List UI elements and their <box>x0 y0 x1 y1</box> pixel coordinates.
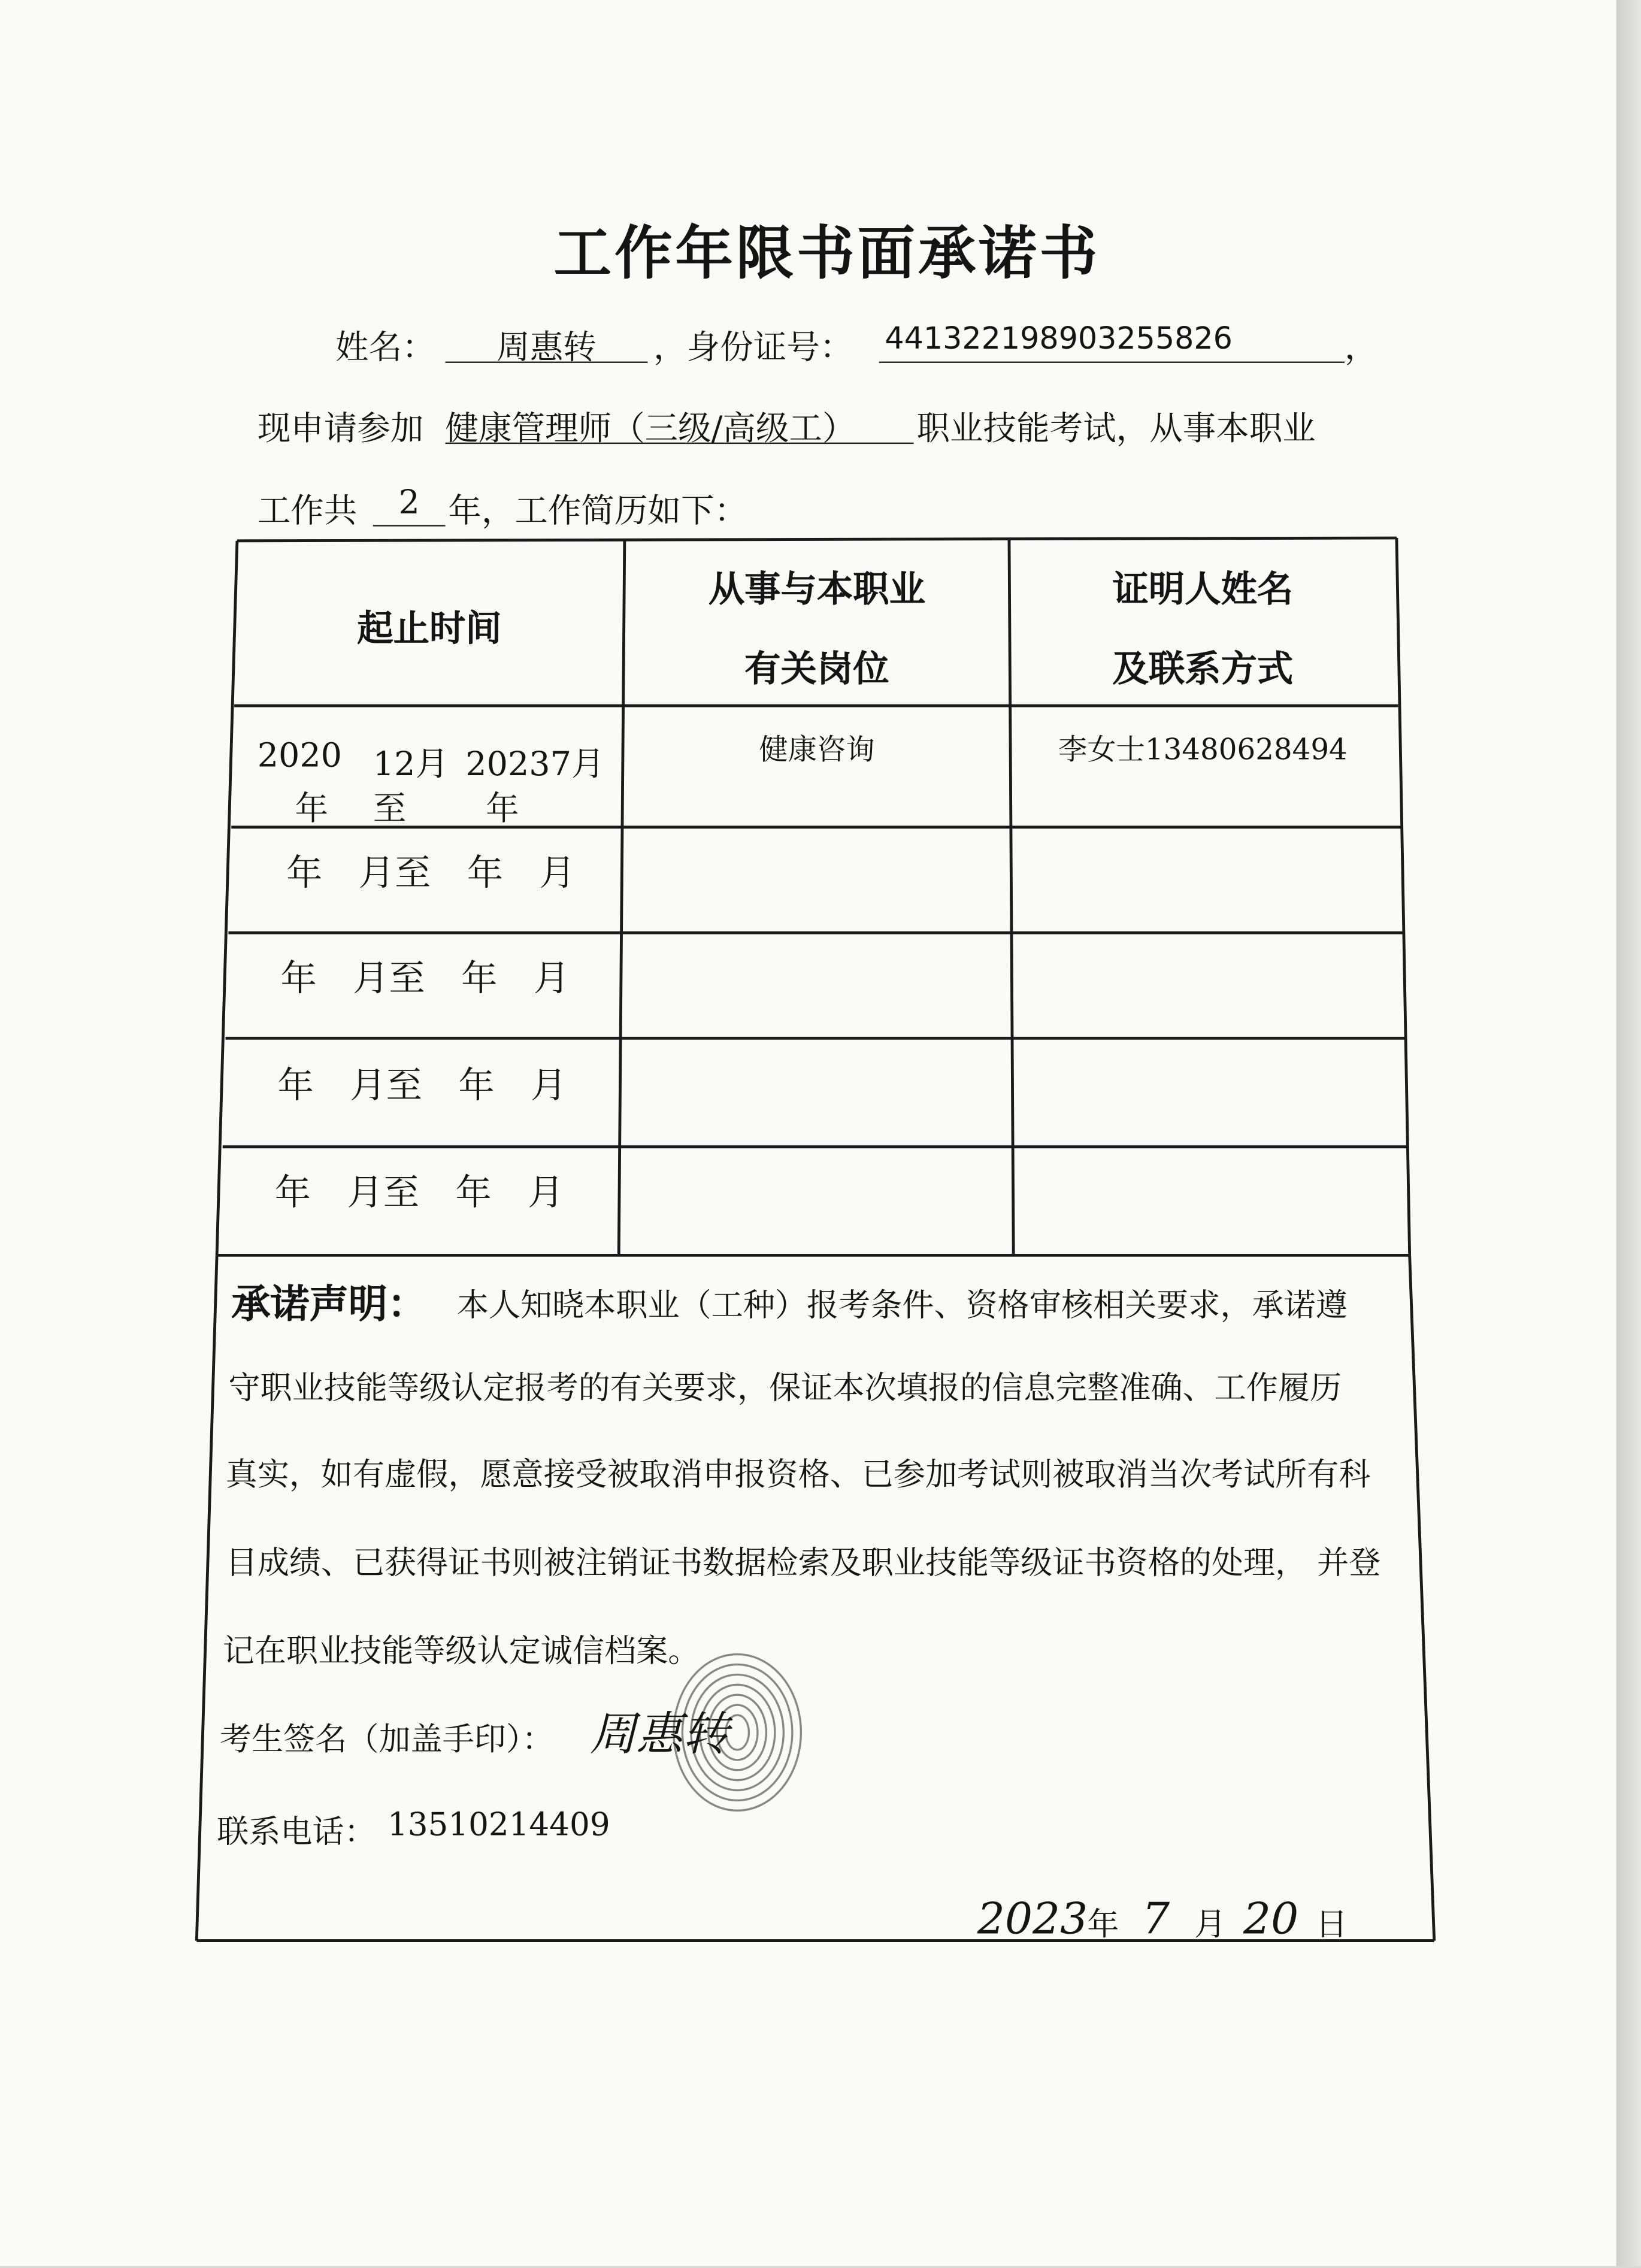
years-value: 2 <box>398 484 420 522</box>
document-title: 工作年限书面承诺书 <box>553 221 1101 288</box>
blank-row-2-period: 年 月至 年 月 <box>280 957 570 1000</box>
position-value: 健康咨询 <box>759 731 875 767</box>
blank-row-3-period: 年 月至 年 月 <box>277 1064 567 1106</box>
witness-value: 李女士13480628494 <box>1058 731 1348 767</box>
apply-prefix: 现申请参加 <box>257 410 424 449</box>
header-witness-line1: 证明人姓名 <box>1112 568 1294 610</box>
year-word-2: 年 <box>486 791 519 829</box>
blank-row-4-period: 年 月至 年 月 <box>274 1171 564 1214</box>
start-month: 12月 <box>373 746 449 784</box>
date-month-word: 月 <box>1194 1907 1227 1944</box>
id-label: ，身份证号： <box>653 329 853 368</box>
declaration-line-4: 目成绩、已获得证书则被注销证书数据检索及职业技能等级证书资格的处理， 并登 <box>225 1546 1381 1582</box>
to-word: 至 <box>373 791 407 829</box>
phone-value: 13510214409 <box>387 1807 610 1844</box>
phone-label: 联系电话： <box>217 1815 376 1851</box>
declaration-line-2: 守职业技能等级认定报考的有关要求，保证本次填报的信息完整准确、工作履历 <box>228 1371 1342 1407</box>
blank-row-1-period: 年 月至 年 月 <box>286 851 576 894</box>
declaration-title: 承诺声明： <box>231 1283 427 1328</box>
declaration-line-3: 真实，如有虚假，愿意接受被取消申报资格、已参加考试则被取消当次考试所有科 <box>225 1457 1371 1494</box>
declaration-line-1: 本人知晓本职业（工种）报考条件、资格审核相关要求，承诺遵 <box>456 1288 1348 1325</box>
start-year: 2020 <box>257 737 343 775</box>
years-suffix: 年，工作简历如下： <box>448 493 748 531</box>
declaration-line-5: 记在职业技能等级认定诚信档案。 <box>222 1634 700 1671</box>
date-year-word: 年 <box>1087 1907 1119 1944</box>
id-suffix: ， <box>1345 329 1378 368</box>
name-label: 姓名： <box>335 329 435 368</box>
date-day-handwritten: 20 <box>1243 1894 1299 1945</box>
years-prefix: 工作共 <box>257 493 358 531</box>
header-position-line1: 从事与本职业 <box>708 568 925 610</box>
id-number-value: 441322198903255826 <box>885 320 1233 356</box>
header-witness-line2: 及联系方式 <box>1112 648 1294 690</box>
signature-label: 考生签名（加盖手印）： <box>219 1722 554 1759</box>
name-value: 周惠转 <box>496 329 597 368</box>
header-period: 起止时间 <box>357 607 502 649</box>
header-position-line2: 有关岗位 <box>744 648 889 690</box>
year-word-1: 年 <box>295 791 328 829</box>
date-month-handwritten: 7 <box>1142 1894 1170 1945</box>
date-day-word: 日 <box>1315 1907 1348 1944</box>
apply-suffix: 职业技能考试，从事本职业 <box>916 410 1316 449</box>
date-year-handwritten: 2023 <box>977 1894 1088 1945</box>
end-date: 20237月 <box>465 746 605 784</box>
occupation-value: 健康管理师（三级/高级工） <box>445 410 856 449</box>
signature-handwritten: 周惠转 <box>589 1706 729 1762</box>
